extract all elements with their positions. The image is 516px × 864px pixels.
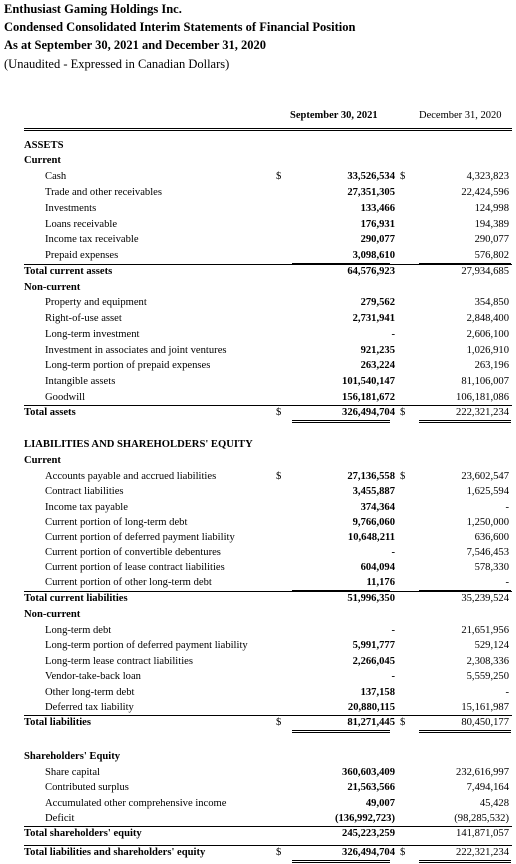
value-december-31-2020: 1,026,910	[466, 345, 509, 356]
total-rule	[292, 420, 390, 421]
value-december-31-2020: -	[505, 687, 509, 698]
table-row	[0, 765, 516, 781]
row-label: Long-term portion of prepaid expenses	[45, 360, 211, 371]
value-december-31-2020: 1,625,594	[466, 486, 509, 497]
currency-symbol: $	[400, 717, 406, 728]
value-december-31-2020: 35,239,524	[461, 593, 509, 604]
total-double-rule	[419, 422, 511, 423]
table-row	[0, 811, 516, 827]
value-december-31-2020: 2,606,100	[466, 329, 509, 340]
value-september-30-2021: 49,007	[365, 798, 395, 809]
value-september-30-2021: 2,731,941	[352, 313, 395, 324]
row-label: Total current liabilities	[24, 593, 128, 604]
value-september-30-2021: 360,603,409	[342, 767, 395, 778]
row-label: Cash	[45, 171, 67, 182]
table-row	[0, 201, 516, 217]
row-label: ASSETS	[24, 140, 64, 151]
row-label: Deficit	[45, 813, 75, 824]
table-row	[0, 374, 516, 390]
row-label: Non-current	[24, 609, 81, 620]
table-row	[0, 405, 516, 421]
statement-date: As at September 30, 2021 and December 31, 2020	[4, 38, 267, 52]
table-row	[0, 169, 516, 185]
value-december-31-2020: 232,616,997	[456, 767, 509, 778]
company-name: Enthusiast Gaming Holdings Inc.	[4, 2, 182, 16]
value-september-30-2021: -	[391, 671, 395, 682]
table-row	[0, 607, 516, 623]
value-december-31-2020: 576,802	[474, 250, 509, 261]
row-label: Income tax payable	[45, 502, 128, 513]
row-label: Long-term portion of deferred payment liability	[45, 640, 248, 651]
value-september-30-2021: 921,235	[360, 345, 395, 356]
total-rule	[292, 730, 390, 731]
row-label: Deferred tax liability	[45, 702, 134, 713]
row-label: Property and equipment	[45, 297, 147, 308]
currency-symbol: $	[276, 171, 282, 182]
value-september-30-2021: 27,351,305	[347, 187, 395, 198]
table-row	[0, 295, 516, 311]
table-row	[0, 545, 516, 561]
table-row	[0, 669, 516, 685]
value-december-31-2020: 529,124	[474, 640, 509, 651]
value-september-30-2021: 3,455,887	[352, 486, 395, 497]
value-december-31-2020: 141,871,057	[456, 828, 509, 839]
table-row	[0, 153, 516, 169]
row-label: Total shareholders' equity	[24, 828, 142, 839]
table-row	[0, 654, 516, 670]
currency-symbol: $	[276, 407, 282, 418]
value-september-30-2021: 20,880,115	[347, 702, 395, 713]
table-row	[0, 685, 516, 701]
total-double-rule	[292, 862, 390, 863]
value-december-31-2020: 23,602,547	[461, 471, 509, 482]
value-september-30-2021: 137,158	[360, 687, 395, 698]
row-label: LIABILITIES AND SHAREHOLDERS' EQUITY	[24, 439, 253, 450]
table-row	[0, 185, 516, 201]
value-december-31-2020: 7,546,453	[466, 547, 509, 558]
table-row	[0, 530, 516, 546]
row-label: Income tax receivable	[45, 234, 139, 245]
value-december-31-2020: -	[505, 577, 509, 588]
total-rule	[419, 420, 511, 421]
row-label: Contract liabilities	[45, 486, 124, 497]
table-row	[0, 390, 516, 406]
row-label: Other long-term debt	[45, 687, 135, 698]
value-september-30-2021: 10,648,211	[347, 532, 395, 543]
value-september-30-2021: 5,991,777	[352, 640, 395, 651]
total-row-rule	[24, 591, 512, 592]
total-row-rule	[24, 826, 512, 827]
value-december-31-2020: 7,494,164	[466, 782, 509, 793]
row-label: Current	[24, 155, 61, 166]
row-label: Current	[24, 455, 61, 466]
total-double-rule	[419, 862, 511, 863]
value-september-30-2021: 81,271,445	[347, 717, 395, 728]
table-row	[0, 715, 516, 731]
table-row	[0, 264, 516, 280]
value-september-30-2021: -	[391, 329, 395, 340]
row-label: Current portion of convertible debentures	[45, 547, 221, 558]
row-label: Non-current	[24, 282, 81, 293]
total-row-rule	[24, 845, 512, 846]
total-double-rule	[292, 422, 390, 423]
currency-symbol: $	[276, 847, 282, 858]
value-september-30-2021: 156,181,672	[342, 392, 395, 403]
table-row	[0, 826, 516, 842]
row-label: Intangible assets	[45, 376, 116, 387]
row-label: Current portion of other long-term debt	[45, 577, 212, 588]
table-row	[0, 453, 516, 469]
value-december-31-2020: 81,106,007	[461, 376, 509, 387]
value-december-31-2020: 636,600	[474, 532, 509, 543]
statement-basis: (Unaudited - Expressed in Canadian Dollars)	[4, 57, 230, 71]
value-september-30-2021: 133,466	[360, 203, 395, 214]
row-label: Prepaid expenses	[45, 250, 119, 261]
table-row	[0, 623, 516, 639]
value-december-31-2020: 290,077	[474, 234, 509, 245]
table-row	[0, 280, 516, 296]
value-september-30-2021: -	[391, 625, 395, 636]
value-september-30-2021: 3,098,610	[352, 250, 395, 261]
table-row	[0, 138, 516, 154]
row-label: Current portion of long-term debt	[45, 517, 188, 528]
value-september-30-2021: 279,562	[360, 297, 395, 308]
total-row-rule	[24, 715, 512, 716]
row-label: Share capital	[45, 767, 101, 778]
currency-symbol: $	[400, 847, 406, 858]
value-december-31-2020: 2,848,400	[466, 313, 509, 324]
row-label: Loans receivable	[45, 219, 118, 230]
value-december-31-2020: -	[505, 502, 509, 513]
total-rule	[419, 730, 511, 731]
value-december-31-2020: 1,250,000	[466, 517, 509, 528]
value-september-30-2021: 51,996,350	[347, 593, 395, 604]
total-rule	[292, 860, 390, 861]
currency-symbol: $	[400, 407, 406, 418]
value-december-31-2020: 194,389	[474, 219, 509, 230]
table-row	[0, 437, 516, 453]
value-september-30-2021: 2,266,045	[352, 656, 395, 667]
value-december-31-2020: 106,181,086	[456, 392, 509, 403]
value-september-30-2021: 326,494,704	[342, 407, 395, 418]
value-december-31-2020: 124,998	[474, 203, 509, 214]
currency-symbol: $	[276, 717, 282, 728]
value-september-30-2021: 33,526,534	[347, 171, 395, 182]
row-label: Accounts payable and accrued liabilities	[45, 471, 217, 482]
value-december-31-2020: 15,161,987	[461, 702, 509, 713]
value-december-31-2020: 27,934,685	[461, 266, 509, 277]
table-row	[0, 796, 516, 812]
table-row	[0, 469, 516, 485]
value-september-30-2021: 21,563,566	[347, 782, 395, 793]
table-row	[0, 500, 516, 516]
row-label: Contributed surplus	[45, 782, 129, 793]
row-label: Investment in associates and joint ventures	[45, 345, 227, 356]
value-december-31-2020: 22,424,596	[461, 187, 509, 198]
total-double-rule	[292, 732, 390, 733]
value-september-30-2021: 27,136,558	[347, 471, 395, 482]
value-december-31-2020: 4,323,823	[466, 171, 509, 182]
total-double-rule	[419, 732, 511, 733]
total-row-rule	[24, 405, 512, 406]
value-december-31-2020: 578,330	[474, 562, 509, 573]
value-december-31-2020: 354,850	[474, 297, 509, 308]
table-row	[0, 343, 516, 359]
row-label: Total liabilities	[24, 717, 92, 728]
row-label: Total assets	[24, 407, 76, 418]
column-header-december-31-2020: December 31, 2020	[419, 110, 502, 121]
value-december-31-2020: 80,450,177	[461, 717, 509, 728]
row-label: Long-term investment	[45, 329, 140, 340]
row-label: Current portion of deferred payment liability	[45, 532, 235, 543]
table-row	[0, 248, 516, 264]
row-label: Trade and other receivables	[45, 187, 162, 198]
table-row	[0, 749, 516, 765]
value-september-30-2021: 9,766,060	[352, 517, 395, 528]
total-rule	[419, 860, 511, 861]
row-label: Shareholders' Equity	[24, 751, 121, 762]
table-row	[0, 575, 516, 591]
table-row	[0, 232, 516, 248]
value-december-31-2020: 222,321,234	[456, 847, 509, 858]
value-september-30-2021: 11,176	[366, 577, 395, 588]
table-row	[0, 700, 516, 716]
currency-symbol: $	[276, 471, 282, 482]
row-label: Right-of-use asset	[45, 313, 122, 324]
table-row	[0, 327, 516, 343]
column-header-september-30-2021: September 30, 2021	[290, 110, 378, 121]
value-september-30-2021: 263,224	[360, 360, 395, 371]
statement-title: Condensed Consolidated Interim Statements of Financial Position	[4, 20, 356, 34]
table-row	[0, 591, 516, 607]
value-september-30-2021: 604,094	[360, 562, 395, 573]
value-september-30-2021: (136,992,723)	[334, 813, 395, 824]
table-row	[0, 217, 516, 233]
value-december-31-2020: (98,285,532)	[454, 813, 509, 824]
table-row	[0, 780, 516, 796]
table-row	[0, 484, 516, 500]
value-december-31-2020: 5,559,250	[466, 671, 509, 682]
value-december-31-2020: 21,651,956	[461, 625, 509, 636]
row-label: Total current assets	[24, 266, 113, 277]
value-september-30-2021: 326,494,704	[342, 847, 395, 858]
value-december-31-2020: 222,321,234	[456, 407, 509, 418]
value-september-30-2021: 245,223,259	[342, 828, 395, 839]
value-september-30-2021: 374,364	[360, 502, 395, 513]
currency-symbol: $	[400, 171, 406, 182]
currency-symbol: $	[400, 471, 406, 482]
value-september-30-2021: 64,576,923	[347, 266, 395, 277]
value-september-30-2021: 101,540,147	[342, 376, 395, 387]
table-row	[0, 311, 516, 327]
row-label: Long-term lease contract liabilities	[45, 656, 193, 667]
table-row	[0, 358, 516, 374]
row-label: Investments	[45, 203, 97, 214]
row-label: Current portion of lease contract liabilities	[45, 562, 225, 573]
value-december-31-2020: 2,308,336	[466, 656, 509, 667]
table-row	[0, 515, 516, 531]
row-label: Total liabilities and shareholders' equity	[24, 847, 206, 858]
row-label: Long-term debt	[45, 625, 112, 636]
row-label: Accumulated other comprehensive income	[45, 798, 227, 809]
value-september-30-2021: 176,931	[360, 219, 395, 230]
total-row-rule	[24, 264, 512, 265]
value-september-30-2021: -	[391, 547, 395, 558]
table-row	[0, 560, 516, 576]
value-september-30-2021: 290,077	[360, 234, 395, 245]
value-december-31-2020: 263,196	[474, 360, 509, 371]
row-label: Vendor-take-back loan	[45, 671, 141, 682]
table-row	[0, 845, 516, 861]
value-december-31-2020: 45,428	[479, 798, 509, 809]
table-row	[0, 638, 516, 654]
row-label: Goodwill	[45, 392, 86, 403]
